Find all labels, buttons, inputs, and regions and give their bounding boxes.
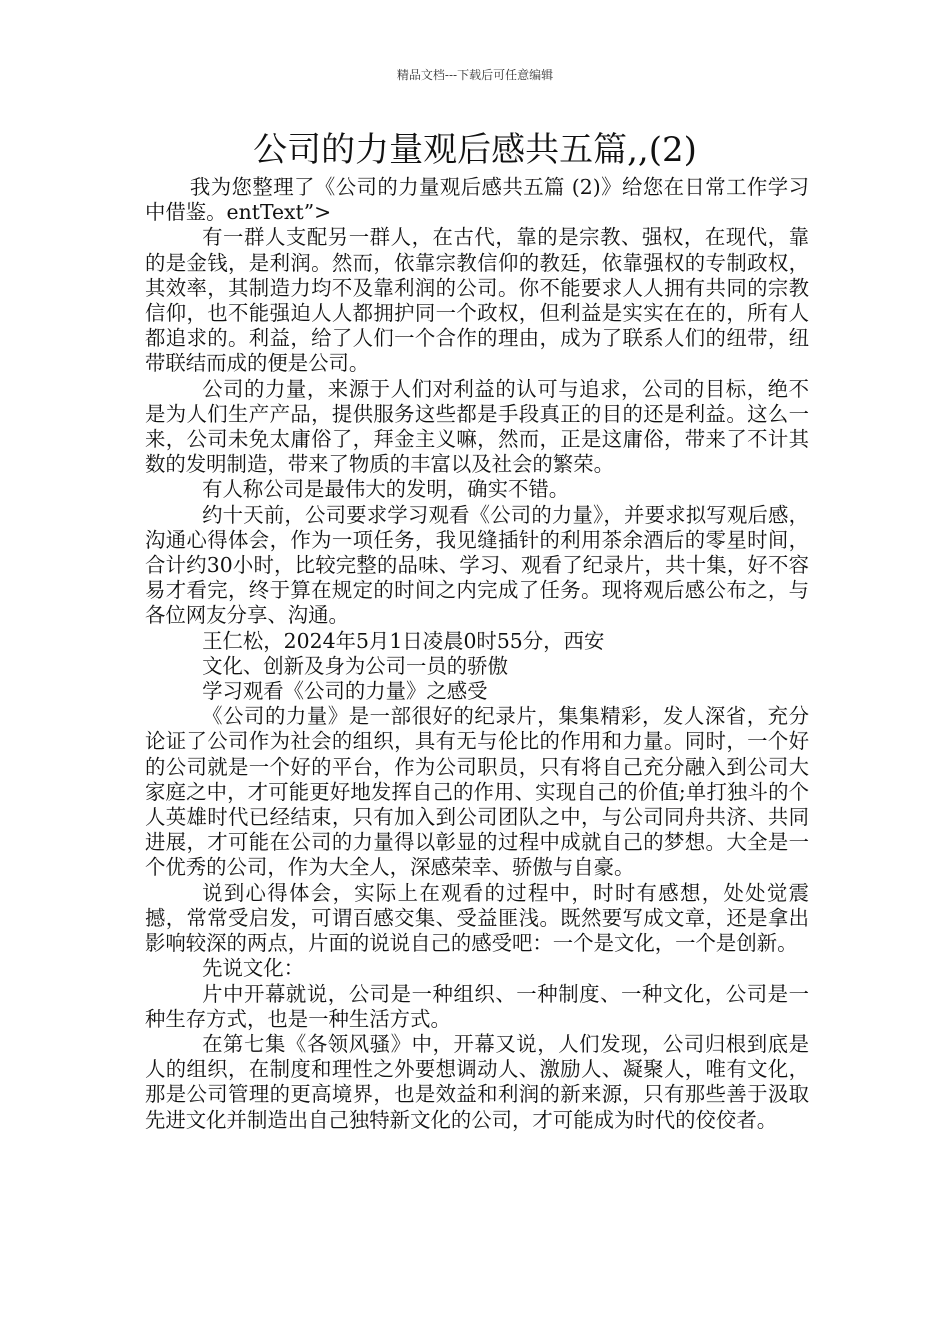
paragraph: 公司的力量，来源于人们对利益的认可与追求，公司的目标，绝不是为人们生产产品，提供服务这些都是手段真正的目的还是利益。这么一来，公司未免太庸俗了，拜金主义嘛，然而，正是这庸俗，带来了不计其数的发明制造，带来了物质的丰富以及社会的繁荣。 — [145, 376, 809, 477]
paragraph: 说到心得体会，实际上在观看的过程中，时时有感想，处处觉震撼，常常受启发，可谓百感交集、受益匪浅。既然要写成文章，还是拿出影响较深的两点，片面的说说自己的感受吧：一个是文化，一个是创新。 — [145, 880, 809, 956]
paragraph: 《公司的力量》是一部很好的纪录片，集集精彩，发人深省，充分论证了公司作为社会的组织，具有无与伦比的作用和力量。同时，一个好的公司就是一个好的平台，作为公司职员，只有将自己充分融入到公司大家庭之中，才可能更好地发挥自己的作用、实现自己的价值;单打独斗的个人英雄时代已经结束，只有加入到公司团队之中，与公司同舟共济、共同进展，才可能在公司的力量得以彰显的过程中成就自己的梦想。大全是一个优秀的公司，作为大全人，深感荣幸、骄傲与自豪。 — [145, 704, 809, 880]
author-signature: 王仁松，2024年5月1日凌晨0时55分，西安 — [202, 628, 605, 653]
paragraph: 有人称公司是最伟大的发明，确实不错。 — [202, 477, 570, 502]
paragraph: 有一群人支配另一群人，在古代，靠的是宗教、强权，在现代，靠的是金钱，是利润。然而，依靠宗教信仰的教廷，依靠强权的专制政权，其效率，其制造力均不及靠利润的公司。你不能要求人人拥有共同的宗教信仰，也不能强迫人人都拥护同一个政权，但利益是实实在在的，所有人都追求的。利益，给了人们一个合作的理由，成为了联系人们的纽带，纽带联结而成的便是公司。 — [145, 225, 809, 376]
paragraph: 片中开幕就说，公司是一种组织、一种制度、一种文化，公司是一种生存方式，也是一种生活方式。 — [145, 981, 809, 1031]
document-body — [145, 175, 809, 1133]
document-title: 公司的力量观后感共五篇,,(2) — [253, 130, 697, 170]
intro-paragraph: 我为您整理了《公司的力量观后感共五篇 (2)》给您在日常工作学习中借鉴。entText”> — [145, 175, 809, 225]
paragraph: 在第七集《各领风骚》中，开幕又说，人们发现，公司归根到底是人的组织，在制度和理性之外要想调动人、激励人、凝聚人，唯有文化，那是公司管理的更高境界，也是效益和利润的新来源，只有那些善于汲取先进文化并制造出自己独特新文化的公司，才可能成为时代的佼佼者。 — [145, 1031, 809, 1132]
header-note: 精品文档---下载后可任意编辑 — [396, 68, 554, 82]
section-subheading: 学习观看《公司的力量》之感受 — [202, 679, 488, 704]
paragraph: 约十天前，公司要求学习观看《公司的力量》，并要求拟写观后感，沟通心得体会，作为一项任务，我见缝插针的利用茶余酒后的零星时间，合计约30小时，比较完整的品味、学习、观看了纪录片，共十集，好不容易才看完，终于算在规定的时间之内完成了任务。现将观后感公布之，与各位网友分享、沟通。 — [145, 502, 809, 628]
paragraph: 先说文化： — [202, 956, 305, 981]
section-heading: 文化、创新及身为公司一员的骄傲 — [202, 653, 508, 678]
